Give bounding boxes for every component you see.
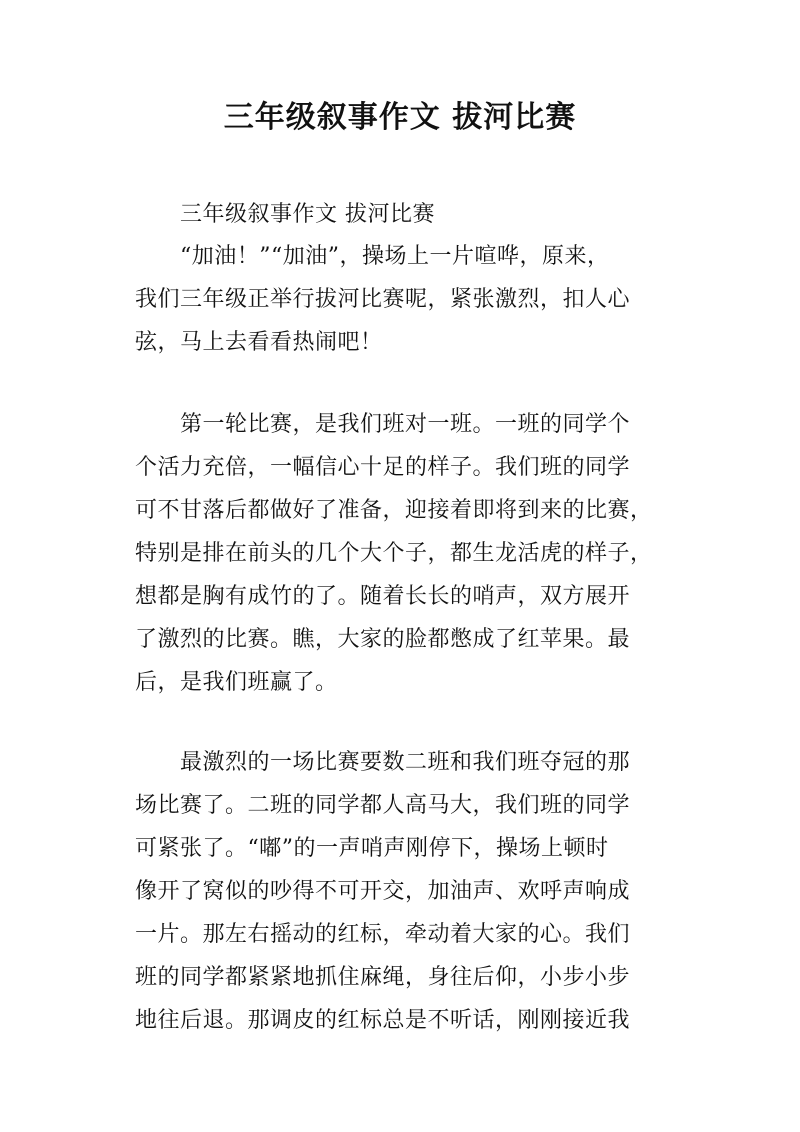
text-line: “加油！”“加油”，操场上一片喧哗，原来， [180, 244, 610, 269]
text-line: 场比赛了。二班的同学都人高马大，我们班的同学 [135, 793, 631, 818]
text-line: 后，是我们班赢了。 [135, 670, 338, 695]
text-line: 特别是排在前头的几个大个子，都生龙活虎的样子， [135, 541, 653, 566]
text-line: 可不甘落后都做好了准备，迎接着即将到来的比赛， [135, 498, 653, 523]
text-line: 了激烈的比赛。瞧，大家的脸都憋成了红苹果。最 [135, 627, 631, 652]
text-line: 个活力充倍，一幅信心十足的样子。我们班的同学 [135, 455, 631, 480]
text-line: 像开了窝似的吵得不可开交，加油声、欢呼声响成 [135, 879, 631, 904]
text-line: 想都是胸有成竹的了。随着长长的哨声，双方展开 [135, 584, 631, 609]
text-line: 最激烈的一场比赛要数二班和我们班夺冠的那 [180, 750, 631, 775]
text-line: 地往后退。那调皮的红标总是不听话，刚刚接近我 [135, 1008, 631, 1033]
text-line: 第一轮比赛，是我们班对一班。一班的同学个 [180, 412, 631, 437]
text-line: 一片。那左右摇动的红标，牵动着大家的心。我们 [135, 922, 631, 947]
document-title: 三年级叙事作文 拔河比赛 [223, 100, 577, 135]
text-line: 我们三年级正举行拔河比赛呢，紧张激烈，扣人心 [135, 287, 631, 312]
text-line: 弦，马上去看看热闹吧！ [135, 330, 383, 355]
text-line: 三年级叙事作文 拔河比赛 [180, 202, 435, 227]
text-line: 可紧张了。“嘟”的一声哨声刚停下，操场上顿时 [135, 836, 609, 861]
text-line: 班的同学都紧紧地抓住麻绳，身往后仰，小步小步 [135, 965, 631, 990]
